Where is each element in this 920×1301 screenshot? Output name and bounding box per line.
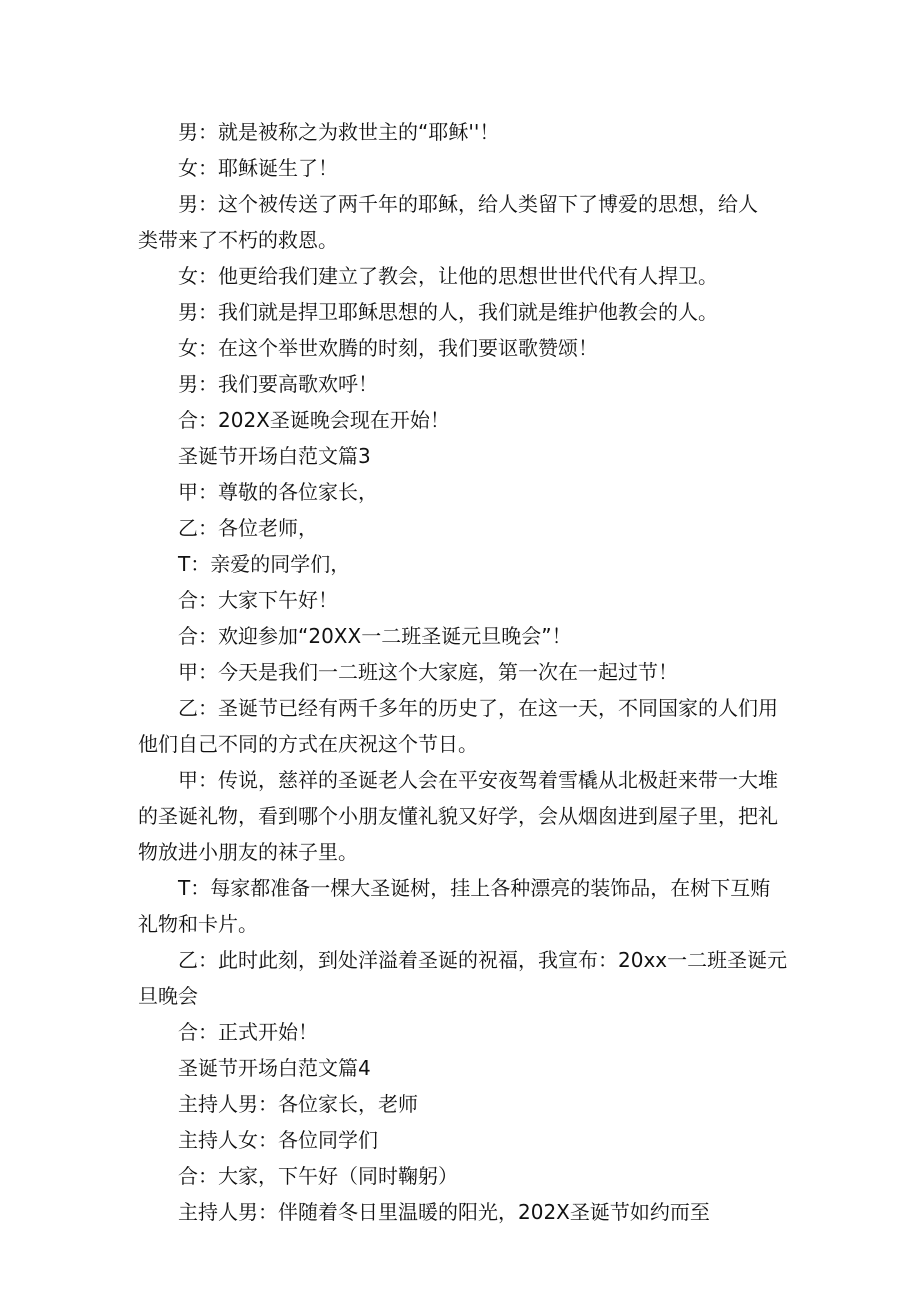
- paragraph-line: 合：大家，下午好（同时鞠躬）: [178, 1164, 458, 1188]
- paragraph-line: 男：我们就是捍卫耶稣思想的人，我们就是维护他教会的人。: [178, 300, 718, 324]
- paragraph-line: T：每家都准备一棵大圣诞树，挂上各种漂亮的装饰品，在树下互贿: [178, 876, 771, 900]
- paragraph-line: 男：这个被传送了两千年的耶稣，给人类留下了博爱的思想，给人: [178, 192, 758, 216]
- paragraph-line: 男：我们要高歌欢呼！: [178, 372, 378, 396]
- paragraph-continuation: 他们自己不同的方式在庆祝这个节日。: [138, 732, 478, 756]
- paragraph-line: 乙：各位老师，: [178, 516, 318, 540]
- paragraph-line: 主持人女：各位同学们: [178, 1128, 378, 1152]
- paragraph-line: 合：202X圣诞晚会现在开始！: [178, 408, 450, 432]
- paragraph-continuation: 的圣诞礼物，看到哪个小朋友懂礼貌又好学，会从烟囱进到屋子里，把礼: [138, 804, 778, 828]
- paragraph-line: 主持人男：各位家长，老师: [178, 1092, 418, 1116]
- paragraph-line: 合：正式开始！: [178, 1020, 318, 1044]
- paragraph-continuation: 物放进小朋友的袜子里。: [138, 840, 358, 864]
- paragraph-continuation: 礼物和卡片。: [138, 912, 258, 936]
- paragraph-line: 合：欢迎参加“20XX一二班圣诞元旦晚会”！: [178, 624, 572, 648]
- paragraph-line: 女：耶稣诞生了！: [178, 156, 338, 180]
- section-heading: 圣诞节开场白范文篇3: [178, 444, 371, 468]
- paragraph-line: 女：在这个举世欢腾的时刻，我们要讴歌赞颂！: [178, 336, 598, 360]
- document-body: [138, 114, 786, 1230]
- paragraph-line: 甲：传说，慈祥的圣诞老人会在平安夜驾着雪橇从北极赶来带一大堆: [178, 768, 778, 792]
- section-heading: 圣诞节开场白范文篇4: [178, 1056, 371, 1080]
- paragraph-line: 乙：圣诞节已经有两千多年的历史了，在这一天，不同国家的人们用: [178, 696, 778, 720]
- paragraph-line: 主持人男：伴随着冬日里温暖的阳光，202X圣诞节如约而至: [178, 1200, 710, 1224]
- paragraph-line: T：亲爱的同学们，: [178, 552, 351, 576]
- paragraph-line: 甲：今天是我们一二班这个大家庭，第一次在一起过节！: [178, 660, 678, 684]
- paragraph-continuation: 旦晚会: [138, 984, 198, 1008]
- paragraph-continuation: 类带来了不朽的救恩。: [138, 228, 338, 252]
- paragraph-line: 合：大家下午好！: [178, 588, 338, 612]
- paragraph-line: 男：就是被称之为救世主的“耶稣''！: [178, 120, 500, 144]
- paragraph-line: 甲：尊敬的各位家长，: [178, 480, 378, 504]
- paragraph-line: 女：他更给我们建立了教会，让他的思想世世代代有人捍卫。: [178, 264, 718, 288]
- paragraph-line: 乙：此时此刻，到处洋溢着圣诞的祝福，我宣布：20xx一二班圣诞元: [178, 948, 788, 972]
